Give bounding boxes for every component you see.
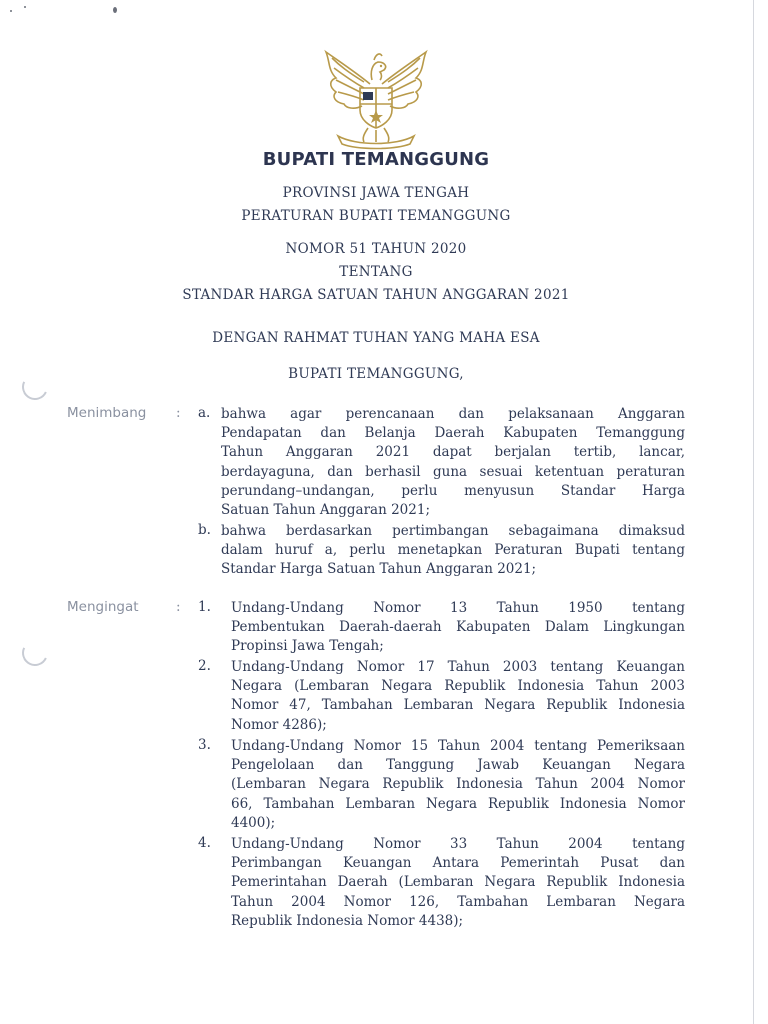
mengingat-colon: : <box>176 599 181 615</box>
mengingat-item-2 <box>231 658 685 735</box>
text-line: Propinsi Jawa Tengah; <box>231 638 384 655</box>
document-title: BUPATI TEMANGGUNG <box>262 149 490 170</box>
text-line: berdayaguna, dan berhasil guna sesuai ketentuan peraturan <box>221 463 685 480</box>
subject-line: STANDAR HARGA SATUAN TAHUN ANGGARAN 2021 <box>182 287 570 303</box>
menimbang-label: Menimbang <box>67 405 147 421</box>
text-line: Undang-Undang Nomor 15 Tahun 2004 tentang Pemeriksaan <box>231 738 685 754</box>
item-marker: b. <box>198 522 211 538</box>
text-line: Pemerintahan Daerah (Lembaran Negara Republik Indonesia <box>231 874 685 891</box>
text-line: Tahun 2004 Nomor 126, Tambahan Lembaran Negara <box>231 893 685 910</box>
item-marker: 2. <box>198 658 211 674</box>
text-line: perundang–undangan, perlu menyusun Standar Harga <box>221 482 685 499</box>
number-line: NOMOR 51 TAHUN 2020 <box>285 241 467 257</box>
menimbang-item-b <box>221 522 685 580</box>
regulation-line: PERATURAN BUPATI TEMANGGUNG <box>241 208 511 224</box>
text-line: (Lembaran Negara Republik Indonesia Tahun 2004 Nomor <box>231 776 685 793</box>
mengingat-item-1 <box>231 599 685 657</box>
garuda-emblem-icon <box>318 44 434 150</box>
scan-speck <box>113 7 117 13</box>
text-line: Perimbangan Keuangan Antara Pemerintah Pusat dan <box>231 855 685 872</box>
item-marker: 3. <box>198 737 211 753</box>
scan-speck <box>24 6 26 8</box>
text-line: bahwa agar perencanaan dan pelaksanaan Anggaran <box>221 406 685 422</box>
mengingat-item-3 <box>231 737 685 833</box>
text-line: Nomor 4286); <box>231 716 327 733</box>
blessing-line: DENGAN RAHMAT TUHAN YANG MAHA ESA <box>212 330 540 346</box>
text-line: Republik Indonesia Nomor 4438); <box>231 912 464 929</box>
text-line: 4400); <box>231 814 276 831</box>
item-marker: a. <box>198 405 211 421</box>
menimbang-colon: : <box>176 405 181 421</box>
province-line: PROVINSI JAWA TENGAH <box>282 185 470 201</box>
text-line: Pengelolaan dan Tanggung Jawab Keuangan Negara <box>231 757 685 774</box>
text-line: Undang-Undang Nomor 33 Tahun 2004 tentang <box>231 836 685 852</box>
item-marker: 4. <box>198 835 211 851</box>
text-line: dalam huruf a, perlu menetapkan Peraturan Bupati tentang <box>221 542 685 559</box>
text-line: Satuan Tahun Anggaran 2021; <box>221 502 430 519</box>
text-line: Negara (Lembaran Negara Republik Indonesia Tahun 2003 <box>231 678 685 695</box>
text-line: Undang-Undang Nomor 17 Tahun 2003 tentang Keuangan <box>231 659 685 675</box>
text-line: Tahun Anggaran 2021 dapat berjalan tertib, lancar, <box>221 444 685 461</box>
text-line: Nomor 47, Tambahan Lembaran Negara Republik Indonesia <box>231 697 685 714</box>
menimbang-item-a <box>221 405 685 520</box>
mengingat-item-4 <box>231 835 685 931</box>
text-line: Undang-Undang Nomor 13 Tahun 1950 tentang <box>231 600 685 616</box>
text-line: Standar Harga Satuan Tahun Anggaran 2021; <box>221 561 537 578</box>
punch-hole-mark <box>18 636 51 669</box>
regent-line: BUPATI TEMANGGUNG, <box>288 366 464 382</box>
about-line: TENTANG <box>339 264 413 280</box>
mengingat-label: Mengingat <box>67 599 139 615</box>
text-line: Pendapatan dan Belanja Daerah Kabupaten Temanggung <box>221 425 685 442</box>
item-marker: 1. <box>198 599 211 615</box>
text-line: Pembentukan Daerah-daerah Kabupaten Dalam Lingkungan <box>231 619 685 636</box>
text-line: bahwa berdasarkan pertimbangan sebagaimana dimaksud <box>221 523 685 539</box>
text-line: 66, Tambahan Lembaran Negara Republik Indonesia Nomor <box>231 795 685 812</box>
scan-speck <box>10 10 12 12</box>
page-edge <box>753 0 754 1024</box>
